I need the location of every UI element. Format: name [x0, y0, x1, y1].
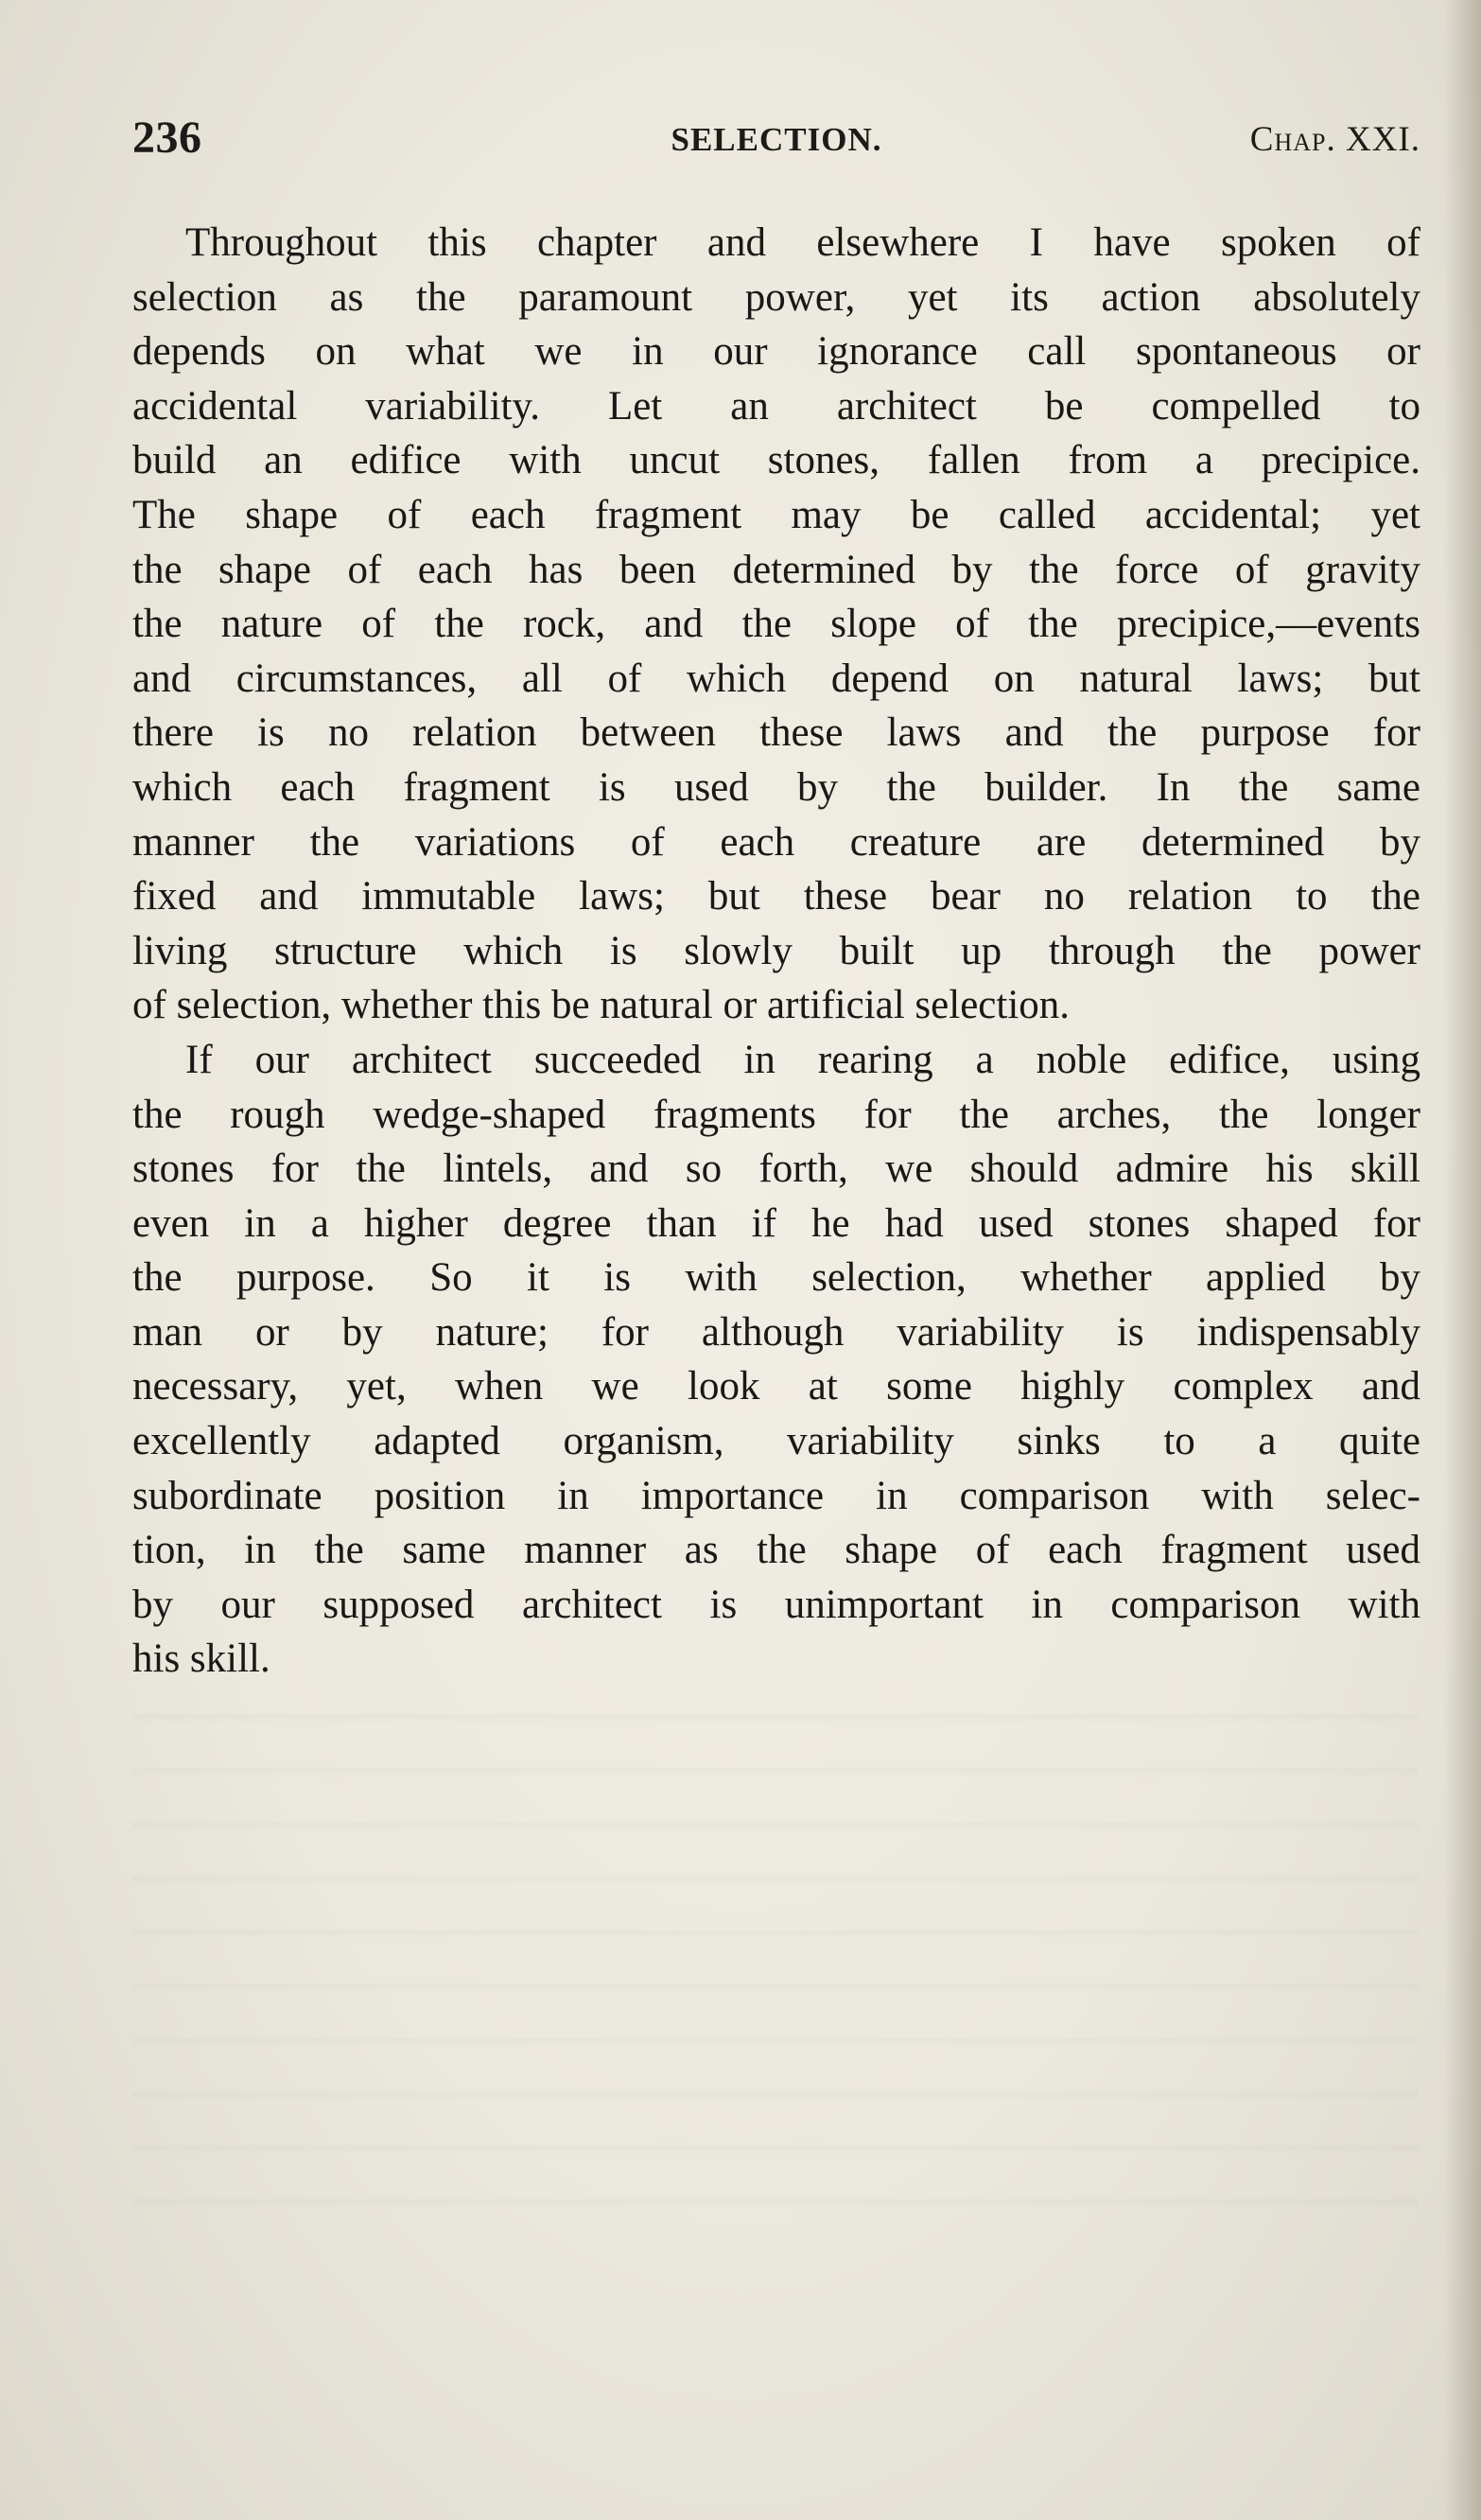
show-through-text — [132, 1684, 1419, 2214]
text-line: build an edifice with uncut stones, fallen from a precipice. — [132, 438, 1420, 483]
text-line: and circumstances, all of which depend on natural laws; but — [132, 656, 1420, 701]
text-line: living structure which is slowly built up through the power — [132, 928, 1420, 973]
text-line: by our supposed architect is unimportant in comparison with — [132, 1582, 1420, 1627]
text-line: depends on what we in our ignorance call spontaneous or — [132, 329, 1420, 375]
text-line: even in a higher degree than if he had used stones shaped for — [132, 1200, 1420, 1246]
body-text — [132, 216, 1420, 1687]
text-line: which each fragment is used by the builder. In the same — [132, 764, 1420, 810]
text-line: excellently adapted organism, variability sinks to a quite — [132, 1419, 1420, 1464]
text-line: fixed and immutable laws; but these bear no relation to the — [132, 874, 1420, 919]
text-line: of selection, whether this be natural or artificial selection. — [132, 983, 1071, 1028]
text-line: If our architect succeeded in rearing a noble edifice, using — [185, 1037, 1420, 1082]
text-line: subordinate position in importance in comparison with selec- — [132, 1473, 1420, 1518]
text-line: there is no relation between these laws and the purpose for — [132, 710, 1420, 756]
page-number: 236 — [132, 113, 202, 163]
text-line: the nature of the rock, and the slope of the precipice,—events — [132, 602, 1420, 647]
chapter-reference: Chap. XXI. — [1249, 120, 1420, 159]
paragraph-2 — [132, 1033, 1420, 1687]
running-title: SELECTION. — [671, 121, 882, 158]
text-line: Throughout this chapter and elsewhere I have spoken of — [185, 220, 1420, 265]
text-line: The shape of each fragment may be called accidental; yet — [132, 492, 1420, 537]
text-line: selection as the paramount power, yet its action absolutely — [132, 274, 1420, 320]
page-edge-shadow — [1443, 0, 1481, 2520]
text-line: manner the variations of each creature are determined by — [132, 819, 1420, 865]
paragraph-1 — [132, 216, 1420, 1033]
text-line: man or by nature; for although variability is indispensably — [132, 1309, 1420, 1355]
text-line: necessary, yet, when we look at some highly complex and — [132, 1364, 1420, 1409]
running-header — [132, 112, 1420, 178]
text-line: the purpose. So it is with selection, whether applied by — [132, 1255, 1420, 1301]
text-line: the shape of each has been determined by the force of gravity — [132, 547, 1420, 592]
text-line: accidental variability. Let an architect be compelled to — [132, 383, 1420, 429]
text-line: the rough wedge-shaped fragments for the arches, the longer — [132, 1092, 1420, 1137]
text-line: tion, in the same manner as the shape of each fragment used — [132, 1528, 1420, 1573]
text-line: his skill. — [132, 1636, 270, 1682]
text-line: stones for the lintels, and so forth, we should admire his skill — [132, 1146, 1420, 1192]
